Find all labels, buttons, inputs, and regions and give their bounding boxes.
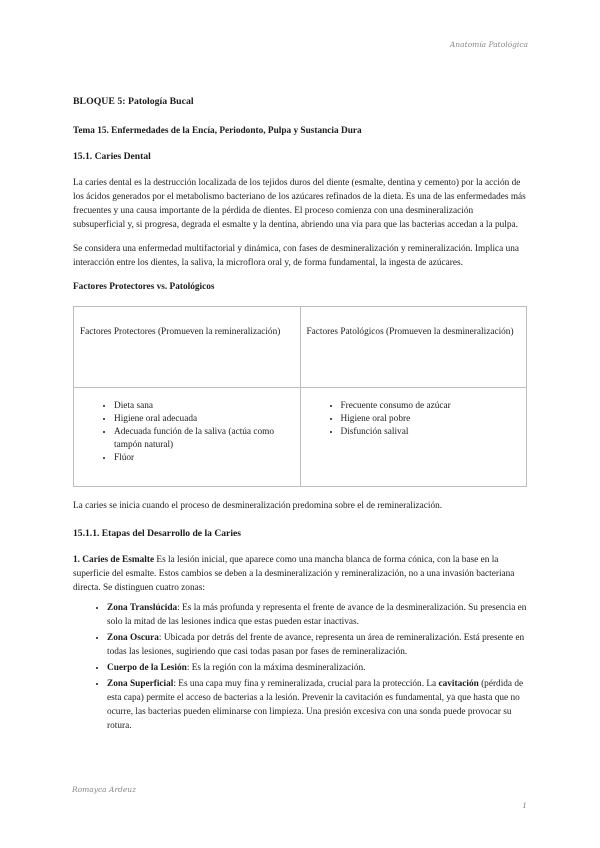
list-item — [107, 677, 527, 733]
list-item: • Higiene oral pobre — [341, 413, 521, 426]
list-item: • Adecuada función de la saliva (actúa como tampón natural) — [114, 426, 294, 452]
protective-header: Factores Protectores (Promueven la remineralización) — [74, 307, 301, 388]
zone-label: Zona Translúcida — [107, 603, 178, 613]
section-title: 15.1. Caries Dental — [73, 151, 151, 162]
subsection-title: 15.1.1. Etapas del Desarrollo de la Caries — [73, 528, 241, 539]
list-item: • Flúor — [114, 452, 294, 465]
after-table-paragraph: La caries se inicia cuando el proceso de desmineralización predomina sobre el de remineralización. — [73, 501, 443, 511]
multifactorial-paragraph: Se considera una enfermedad multifactorial y dinámica, con fases de desmineralización y remineralización. Implica una interacción entre los dientes, la saliva, la microflora oral y, de forma fundamental, la ingesta de azúcares. — [73, 244, 520, 268]
cavitation-term: cavitación — [438, 679, 479, 689]
zone-text: : Es la más profunda y representa el frente de avance de la desmineralización. Su presencia en solo la mitad de las lesiones indica que estas pueden estar inactivas. — [107, 603, 527, 627]
list-item: • Disfunción salival — [341, 426, 521, 439]
running-header: Anatomía Patológica — [449, 40, 528, 49]
pathologic-cell — [300, 388, 527, 487]
pathologic-list — [307, 400, 521, 439]
zone-text: (pérdida de esta capa) permite el acceso de bacterias a la lesión. Prevenir la cavitación es fundamental, ya que hasta que no ocurre, las bacterias pueden eliminarse con limpieza. Una presión excesiva con una sonda puede provocar su rotura. — [107, 679, 524, 731]
document-body — [73, 95, 527, 735]
zone-text: : Es la región con la máxima desmineralización. — [186, 663, 366, 673]
zone-label: Cuerpo de la Lesión — [107, 663, 187, 673]
tema-title: Tema 15. Enfermedades de la Encía, Periodonto, Pulpa y Sustancia Dura — [73, 126, 362, 136]
factors-title: Factores Protectores vs. Patológicos — [73, 282, 215, 292]
intro-paragraph: La caries dental es la destrucción localizada de los tejidos duros del diente (esmalte, dentina y cemento) por la acción de los ácidos generados por el metabolismo bacteriano de los azúcares refinados de la dieta. Es una de las enfermedades más frecuentes y una causa importante de la pérdida de dientes. El proceso comienza con una desmineralización subsuperficial y, si progresa, degrada el esmalte y la dentina, abriendo una vía para que las bacterias accedan a la pulpa. — [73, 178, 526, 230]
protective-list — [80, 400, 294, 465]
zone-text: : Ubicada por detrás del frente de avance, representa un área de remineralización. Está presente en todas las lesiones, sugiriendo que casi todas pasan por fases de remineralización. — [107, 633, 525, 657]
factors-table — [73, 306, 527, 487]
zone-text: : Es una capa muy fina y remineralizada, crucial para la protección. La — [173, 679, 439, 689]
list-item: • Higiene oral adecuada — [114, 413, 294, 426]
zone-label: Zona Superficial — [107, 679, 174, 689]
stage1-paragraph — [73, 553, 527, 595]
zone-label: Zona Oscura — [107, 633, 159, 643]
zones-list — [73, 601, 527, 733]
footer-author: Romayca Ardeuz — [72, 785, 137, 794]
pathologic-header: Factores Patológicos (Promueven la desmineralización) — [300, 307, 527, 388]
list-item — [107, 601, 527, 629]
protective-cell — [74, 388, 301, 487]
list-item: • Frecuente consumo de azúcar — [341, 400, 521, 413]
list-item — [107, 631, 527, 659]
list-item — [107, 661, 527, 675]
block-title: BLOQUE 5: Patología Bucal — [73, 96, 194, 107]
page-number: 1 — [522, 801, 527, 810]
stage1-label: 1. Caries de Esmalte — [73, 555, 155, 565]
list-item: • Dieta sana — [114, 400, 294, 413]
stage1-text: Es la lesión inicial, que aparece como una mancha blanca de forma cónica, con la base en la superficie del esmalte. Estos cambios se deben a la desmineralización y remineralización, no a una invasión bacteriana directa. Se distinguen cuatro zonas: — [73, 555, 515, 593]
